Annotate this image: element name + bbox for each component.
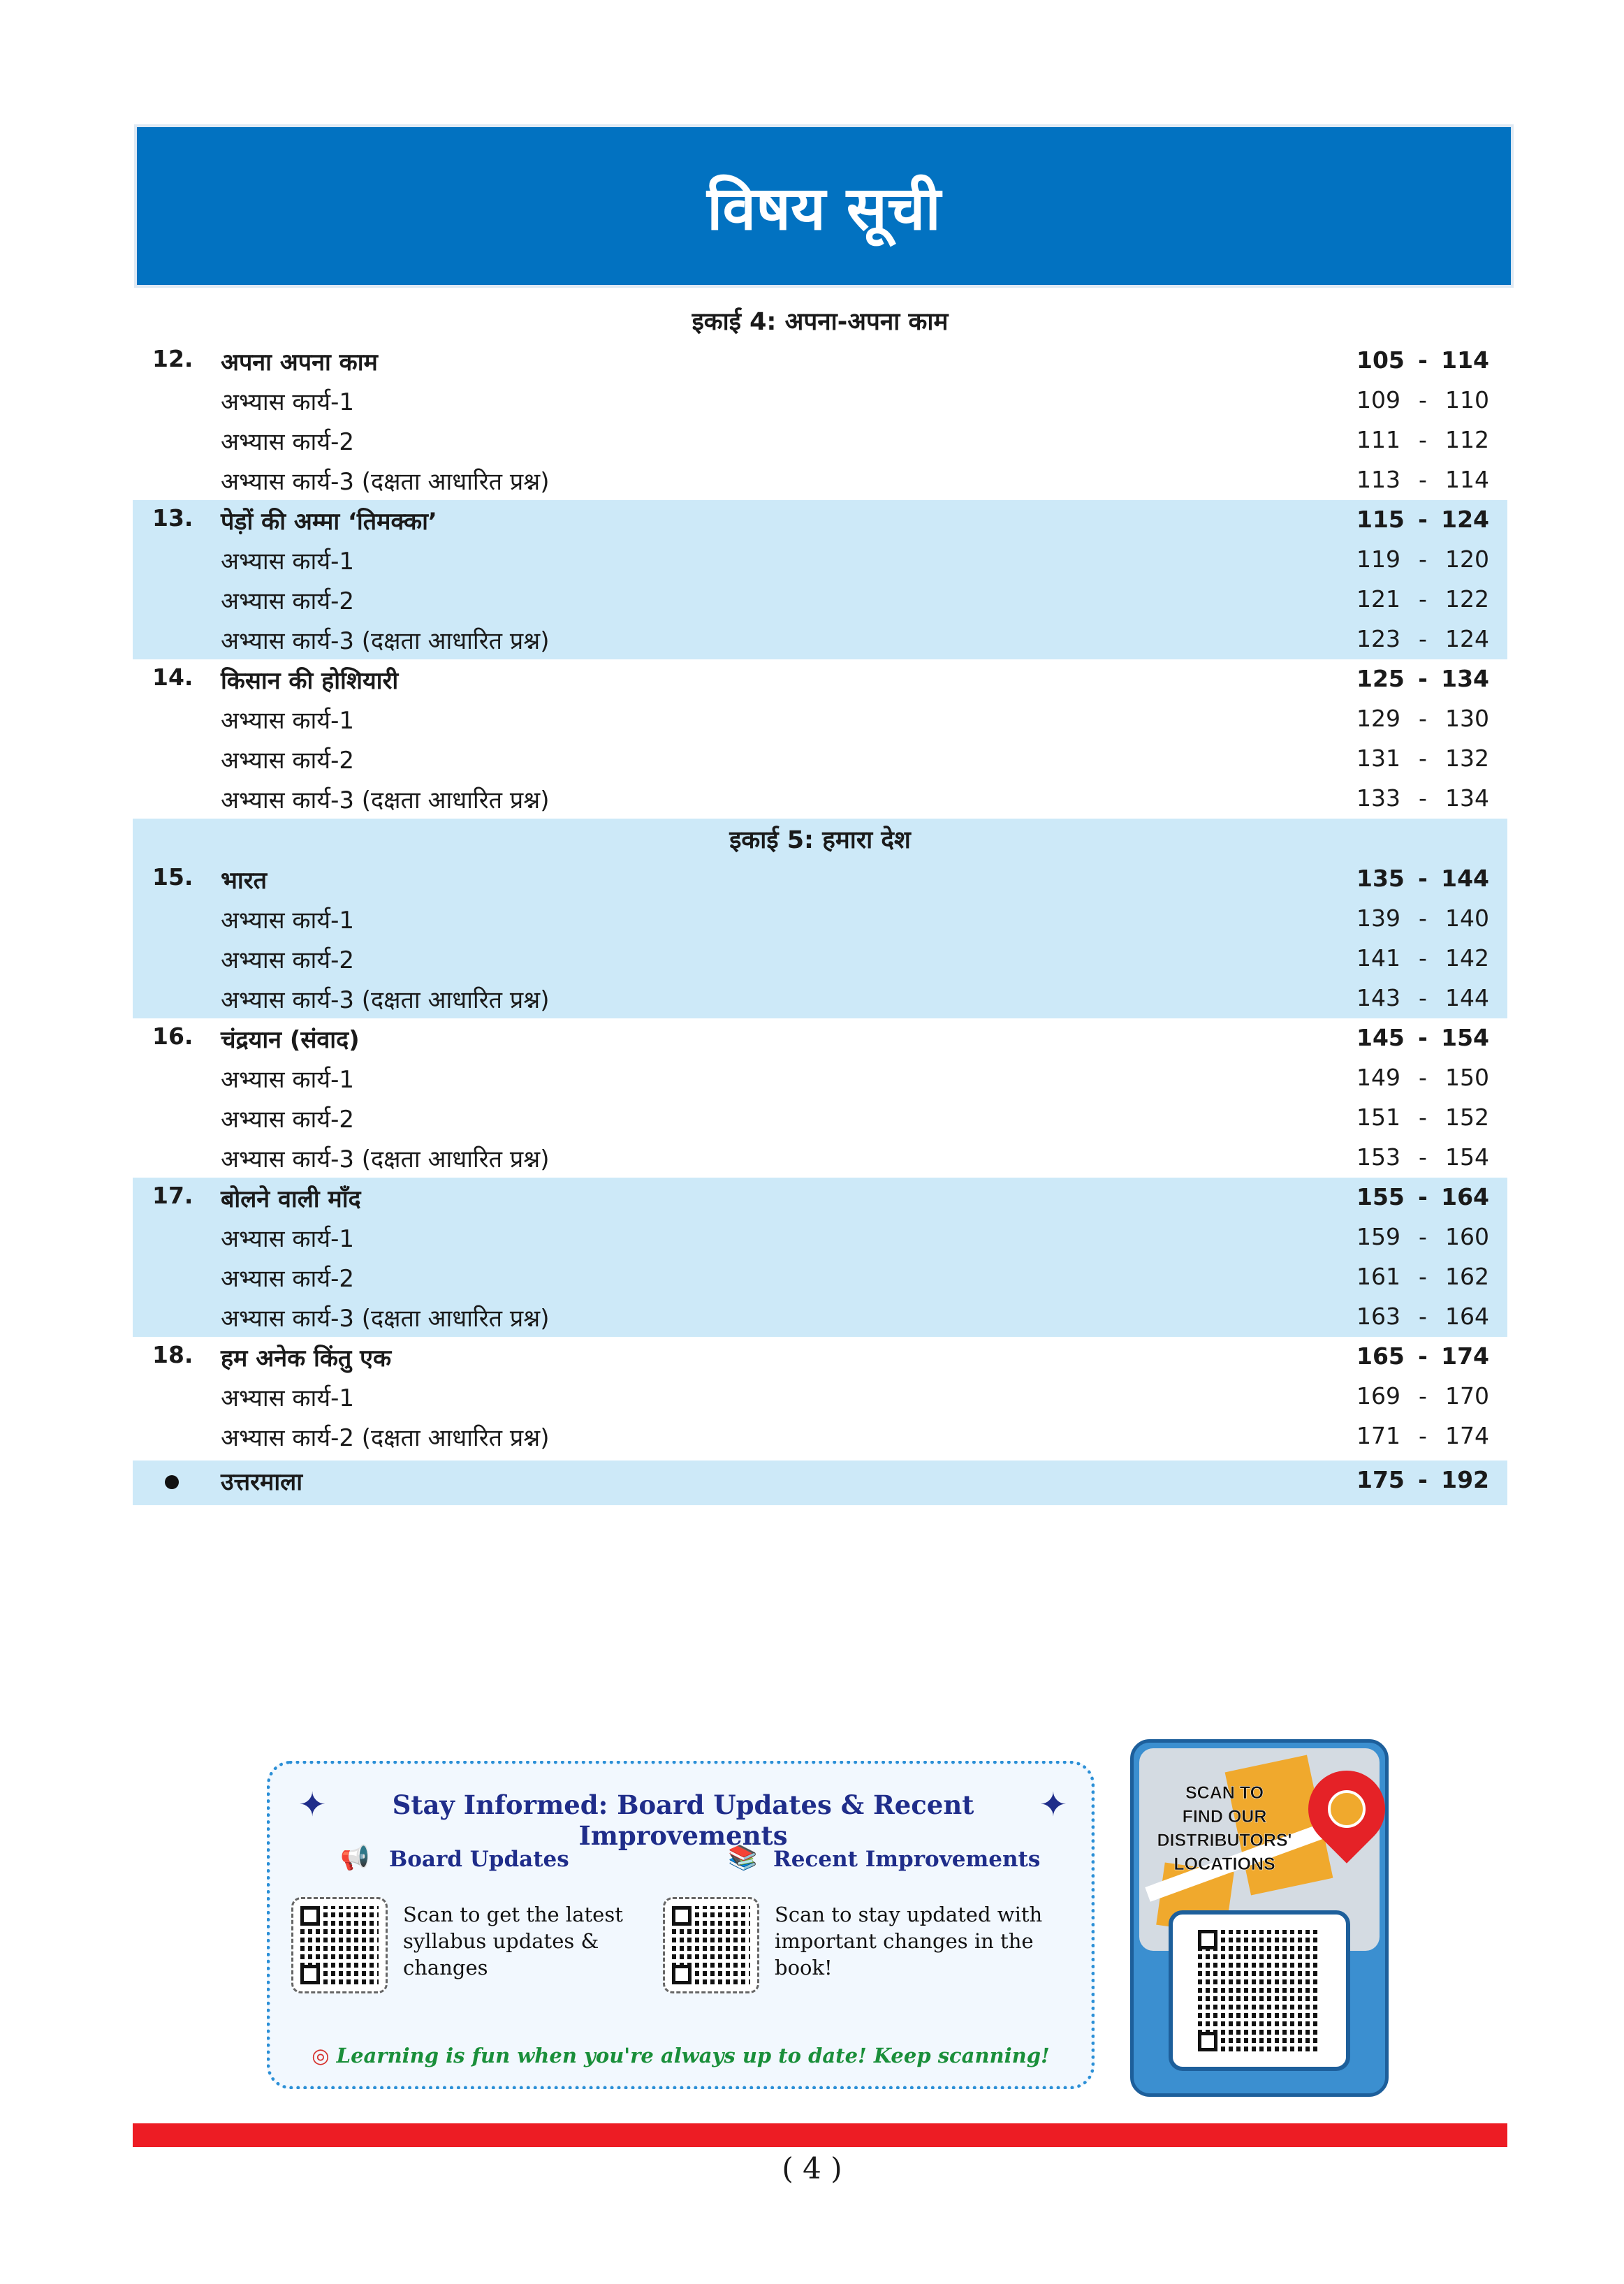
chapter-row[interactable]: [133, 659, 1507, 699]
chapter-title: पेड़ों की अम्मा ‘तिमक्का’: [221, 508, 437, 536]
exercise-row[interactable]: [133, 580, 1507, 620]
page-range: 129 - 130: [1356, 705, 1489, 732]
exercise-label: अभ्यास कार्य-1: [221, 1225, 354, 1253]
sparkle-icon: ✦: [298, 1785, 327, 1824]
exercise-row[interactable]: [133, 1257, 1507, 1297]
chapter-number: 16.: [152, 1023, 193, 1050]
page-range: 139 - 140: [1356, 905, 1489, 932]
exercise-label: अभ्यास कार्य-1: [221, 388, 354, 416]
chapter-row[interactable]: [133, 500, 1507, 540]
page-range: 175 - 192: [1356, 1466, 1489, 1493]
exercise-row[interactable]: [133, 1377, 1507, 1416]
bullet-icon: [165, 1475, 179, 1489]
page-range: 155 - 164: [1356, 1183, 1489, 1210]
chapter-title: हम अनेक किंतु एक: [221, 1345, 392, 1372]
page-range: 171 - 174: [1356, 1422, 1489, 1449]
chapter-block: [133, 659, 1507, 819]
page-range: 169 - 170: [1356, 1382, 1489, 1410]
exercise-label: अभ्यास कार्य-3 (दक्षता आधारित प्रश्न): [221, 627, 550, 655]
exercise-row[interactable]: [133, 620, 1507, 659]
chapter-row[interactable]: [133, 341, 1507, 381]
exercise-row[interactable]: [133, 1058, 1507, 1098]
page-number: ( 4 ): [782, 2151, 842, 2186]
chapter-title: चंद्रयान (संवाद): [221, 1026, 360, 1054]
chapter-number: 18.: [152, 1341, 193, 1368]
page-range: 119 - 120: [1356, 546, 1489, 573]
page-range: 163 - 164: [1356, 1303, 1489, 1330]
chapter-block: [133, 300, 1507, 500]
chapter-row[interactable]: [133, 859, 1507, 899]
exercise-label: अभ्यास कार्य-2: [221, 587, 354, 615]
exercise-row[interactable]: [133, 1098, 1507, 1138]
recent-improvements-heading: Recent Improvements: [773, 1847, 1041, 1872]
exercise-row[interactable]: [133, 540, 1507, 580]
exercise-row[interactable]: [133, 460, 1507, 500]
chapter-row[interactable]: [133, 1178, 1507, 1217]
page-range: 125 - 134: [1356, 665, 1489, 692]
page-range: 135 - 144: [1356, 865, 1489, 892]
chapter-number: 17.: [152, 1182, 193, 1209]
page-range: 121 - 122: [1356, 585, 1489, 613]
board-updates-qr[interactable]: [291, 1897, 388, 1993]
promo-title: Stay Informed: Board Updates & Recent Improvements: [392, 1789, 974, 1851]
megaphone-icon: 📢: [340, 1844, 370, 1872]
answers-block: [133, 1461, 1507, 1505]
page-range: 165 - 174: [1356, 1342, 1489, 1370]
page-range: 113 - 114: [1356, 466, 1489, 493]
map-label: SCAN TO FIND OUR DISTRIBUTORS' LOCATIONS: [1157, 1783, 1292, 1874]
board-updates-text: Scan to get the latest syllabus updates & changes: [403, 1903, 623, 1979]
board-updates-heading: Board Updates: [389, 1847, 569, 1872]
page-range: 133 - 134: [1356, 784, 1489, 812]
exercise-label: अभ्यास कार्य-2 (दक्षता आधारित प्रश्न): [221, 1424, 550, 1452]
page-title: विषय सूची: [707, 173, 941, 244]
page-range: 151 - 152: [1356, 1104, 1489, 1131]
exercise-label: अभ्यास कार्य-2: [221, 946, 354, 974]
exercise-label: अभ्यास कार्य-1: [221, 707, 354, 735]
chapter-title: भारत: [221, 867, 267, 895]
exercise-row[interactable]: [133, 381, 1507, 420]
exercise-label: अभ्यास कार्य-1: [221, 907, 354, 935]
exercise-label: अभ्यास कार्य-3 (दक्षता आधारित प्रश्न): [221, 468, 550, 496]
target-icon: ◎: [312, 2044, 330, 2067]
chapter-row[interactable]: [133, 1018, 1507, 1058]
sparkle-icon: ✦: [1039, 1785, 1067, 1824]
exercise-row[interactable]: [133, 779, 1507, 819]
exercise-label: अभ्यास कार्य-3 (दक्षता आधारित प्रश्न): [221, 1145, 550, 1173]
chapter-row[interactable]: [133, 1337, 1507, 1377]
chapter-block: [133, 819, 1507, 1018]
distributor-qr[interactable]: [1169, 1910, 1350, 2071]
exercise-label: अभ्यास कार्य-2: [221, 1265, 354, 1293]
page-range: 123 - 124: [1356, 625, 1489, 652]
exercise-label: अभ्यास कार्य-3 (दक्षता आधारित प्रश्न): [221, 786, 550, 814]
exercise-label: अभ्यास कार्य-1: [221, 1066, 354, 1094]
exercise-label: अभ्यास कार्य-3 (दक्षता आधारित प्रश्न): [221, 1305, 550, 1333]
exercise-label: अभ्यास कार्य-3 (दक्षता आधारित प्रश्न): [221, 986, 550, 1014]
page-range: 149 - 150: [1356, 1064, 1489, 1091]
page-range: 143 - 144: [1356, 984, 1489, 1011]
page-range: 145 - 154: [1356, 1024, 1489, 1051]
exercise-row[interactable]: [133, 899, 1507, 939]
recent-improvements-qr[interactable]: [663, 1897, 759, 1993]
unit-heading: इकाई 4: अपना-अपना काम: [692, 307, 949, 336]
page-range: 105 - 114: [1356, 346, 1489, 374]
title-banner: [134, 124, 1514, 288]
exercise-row[interactable]: [133, 1138, 1507, 1178]
chapter-number: 14.: [152, 664, 193, 691]
chapter-title: अपना अपना काम: [221, 349, 378, 376]
exercise-label: अभ्यास कार्य-1: [221, 1384, 354, 1412]
table-of-contents: [133, 300, 1507, 1505]
exercise-row[interactable]: [133, 1297, 1507, 1337]
page-range: 153 - 154: [1356, 1143, 1489, 1171]
page-range: 131 - 132: [1356, 745, 1489, 772]
page-range: 159 - 160: [1356, 1223, 1489, 1250]
chapter-number: 13.: [152, 504, 193, 532]
exercise-row[interactable]: [133, 739, 1507, 779]
exercise-label: अभ्यास कार्य-1: [221, 548, 354, 576]
page-range: 115 - 124: [1356, 506, 1489, 533]
exercise-row[interactable]: [133, 979, 1507, 1018]
promo-tagline: ◎ Learning is fun when you're always up to date! Keep scanning!: [312, 2044, 1050, 2067]
distributor-locations-card: [1130, 1739, 1389, 2097]
page-range: 141 - 142: [1356, 944, 1489, 972]
exercise-row[interactable]: [133, 699, 1507, 739]
chapter-title: किसान की होशियारी: [221, 667, 399, 695]
page-range: 109 - 110: [1356, 386, 1489, 413]
page-range: 161 - 162: [1356, 1263, 1489, 1290]
exercise-row[interactable]: [133, 1217, 1507, 1257]
chapter-title: बोलने वाली माँद: [221, 1185, 361, 1213]
chapter-number: 12.: [152, 345, 193, 372]
answers-row[interactable]: [133, 1461, 1507, 1505]
exercise-label: अभ्यास कार्य-2: [221, 1106, 354, 1134]
chapter-block: [133, 1337, 1507, 1456]
answers-title: उत्तरमाला: [221, 1468, 303, 1496]
recent-improvements-text: Scan to stay updated with important changes in the book!: [775, 1903, 1043, 1979]
chapter-block: [133, 1018, 1507, 1178]
exercise-label: अभ्यास कार्य-2: [221, 747, 354, 775]
chapter-block: [133, 500, 1507, 659]
books-icon: 📚: [728, 1844, 758, 1872]
footer-bar: [133, 2123, 1507, 2147]
updates-promo-box: [267, 1761, 1095, 2089]
exercise-row[interactable]: [133, 420, 1507, 460]
chapter-number: 15.: [152, 863, 193, 891]
exercise-row[interactable]: [133, 939, 1507, 979]
chapter-block: [133, 1178, 1507, 1337]
page-range: 111 - 112: [1356, 426, 1489, 453]
exercise-row[interactable]: [133, 1416, 1507, 1456]
exercise-label: अभ्यास कार्य-2: [221, 428, 354, 456]
unit-heading: इकाई 5: हमारा देश: [729, 826, 911, 854]
